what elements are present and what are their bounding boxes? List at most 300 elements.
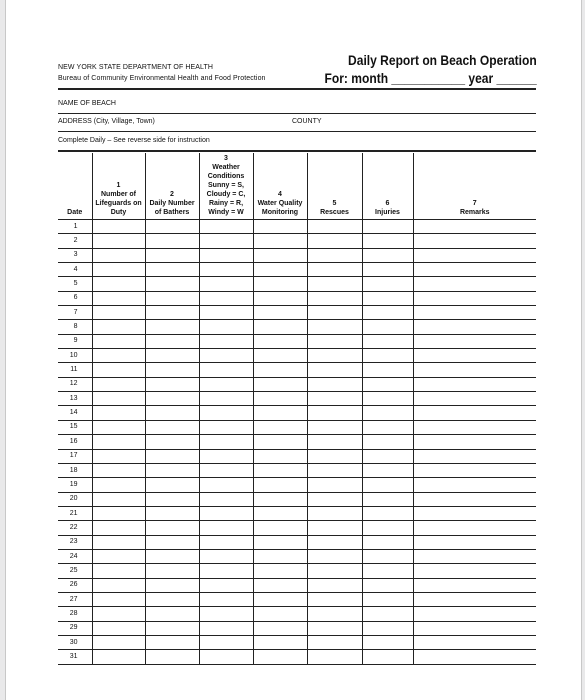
entry-cell[interactable] bbox=[413, 535, 536, 549]
entry-cell[interactable] bbox=[145, 535, 199, 549]
entry-cell[interactable] bbox=[199, 263, 253, 277]
date-cell: 3 bbox=[58, 248, 92, 262]
date-cell: 30 bbox=[58, 635, 92, 649]
table-row bbox=[58, 592, 536, 606]
entry-cell[interactable] bbox=[413, 435, 536, 449]
report-period: For: month ___________ year ______ bbox=[324, 70, 537, 86]
date-cell: 1 bbox=[58, 220, 92, 234]
entry-cell[interactable] bbox=[199, 506, 253, 520]
table-row bbox=[58, 420, 536, 434]
table-row bbox=[58, 406, 536, 420]
entry-cell[interactable] bbox=[307, 607, 362, 621]
entry-cell[interactable] bbox=[253, 635, 307, 649]
entry-cell[interactable] bbox=[253, 607, 307, 621]
date-cell: 23 bbox=[58, 535, 92, 549]
date-cell: 15 bbox=[58, 420, 92, 434]
entry-cell[interactable] bbox=[362, 377, 413, 391]
entry-cell[interactable] bbox=[92, 248, 145, 262]
date-cell: 9 bbox=[58, 334, 92, 348]
entry-cell[interactable] bbox=[92, 492, 145, 506]
column-header-date bbox=[58, 153, 92, 220]
table-row bbox=[58, 650, 536, 664]
name-of-beach-line[interactable] bbox=[58, 113, 536, 114]
entry-cell[interactable] bbox=[253, 506, 307, 520]
entry-cell[interactable] bbox=[253, 291, 307, 305]
entry-cell[interactable] bbox=[92, 377, 145, 391]
table-row bbox=[58, 377, 536, 391]
entry-cell[interactable] bbox=[307, 578, 362, 592]
entry-cell[interactable] bbox=[92, 435, 145, 449]
entry-cell[interactable] bbox=[413, 349, 536, 363]
column-label: Weather Conditions Sunny = S, Cloudy = C, Rainy = R, Windy = W bbox=[206, 164, 246, 216]
table-row bbox=[58, 635, 536, 649]
entry-cell[interactable] bbox=[145, 635, 199, 649]
entry-cell[interactable] bbox=[145, 521, 199, 535]
entry-cell[interactable] bbox=[253, 564, 307, 578]
entry-cell[interactable] bbox=[307, 320, 362, 334]
entry-cell[interactable] bbox=[413, 592, 536, 606]
entry-cell[interactable] bbox=[92, 506, 145, 520]
entry-cell[interactable] bbox=[145, 592, 199, 606]
column-label: Number of Lifeguards on Duty bbox=[95, 191, 142, 216]
name-of-beach-label: NAME OF BEACH bbox=[58, 100, 116, 107]
entry-cell[interactable] bbox=[253, 592, 307, 606]
table-row bbox=[58, 291, 536, 305]
entry-cell[interactable] bbox=[92, 521, 145, 535]
entry-cell[interactable] bbox=[199, 377, 253, 391]
entry-cell[interactable] bbox=[307, 220, 362, 234]
entry-cell[interactable] bbox=[145, 220, 199, 234]
entry-cell[interactable] bbox=[362, 263, 413, 277]
entry-cell[interactable] bbox=[199, 549, 253, 563]
date-cell: 21 bbox=[58, 506, 92, 520]
date-cell: 17 bbox=[58, 449, 92, 463]
entry-cell[interactable] bbox=[253, 492, 307, 506]
column-header-6 bbox=[362, 153, 413, 220]
entry-cell[interactable] bbox=[199, 349, 253, 363]
column-label: Daily Number of Bathers bbox=[149, 200, 195, 216]
entry-cell[interactable] bbox=[92, 564, 145, 578]
entry-cell[interactable] bbox=[199, 463, 253, 477]
entry-cell[interactable] bbox=[253, 535, 307, 549]
column-header-3 bbox=[199, 153, 253, 220]
entry-cell[interactable] bbox=[199, 320, 253, 334]
entry-cell[interactable] bbox=[92, 650, 145, 664]
entry-cell[interactable] bbox=[362, 592, 413, 606]
entry-cell[interactable] bbox=[145, 406, 199, 420]
entry-cell[interactable] bbox=[145, 564, 199, 578]
date-cell: 4 bbox=[58, 263, 92, 277]
entry-cell[interactable] bbox=[199, 478, 253, 492]
table-row bbox=[58, 349, 536, 363]
entry-cell[interactable] bbox=[307, 564, 362, 578]
entry-cell[interactable] bbox=[199, 220, 253, 234]
entry-cell[interactable] bbox=[307, 650, 362, 664]
entry-cell[interactable] bbox=[199, 248, 253, 262]
entry-cell[interactable] bbox=[362, 564, 413, 578]
entry-cell[interactable] bbox=[413, 392, 536, 406]
entry-cell[interactable] bbox=[145, 248, 199, 262]
date-cell: 7 bbox=[58, 306, 92, 320]
entry-cell[interactable] bbox=[307, 248, 362, 262]
entry-cell[interactable] bbox=[253, 578, 307, 592]
date-cell: 6 bbox=[58, 291, 92, 305]
entry-cell[interactable] bbox=[253, 463, 307, 477]
entry-cell[interactable] bbox=[92, 535, 145, 549]
entry-cell[interactable] bbox=[307, 449, 362, 463]
entry-cell[interactable] bbox=[145, 234, 199, 248]
daily-log-table bbox=[58, 153, 536, 665]
entry-cell[interactable] bbox=[92, 363, 145, 377]
entry-cell[interactable] bbox=[413, 420, 536, 434]
entry-cell[interactable] bbox=[362, 234, 413, 248]
entry-cell[interactable] bbox=[413, 506, 536, 520]
entry-cell[interactable] bbox=[199, 592, 253, 606]
entry-cell[interactable] bbox=[307, 334, 362, 348]
date-cell: 8 bbox=[58, 320, 92, 334]
entry-cell[interactable] bbox=[413, 564, 536, 578]
entry-cell[interactable] bbox=[253, 248, 307, 262]
entry-cell[interactable] bbox=[362, 635, 413, 649]
entry-cell[interactable] bbox=[362, 349, 413, 363]
entry-cell[interactable] bbox=[253, 277, 307, 291]
date-cell: 26 bbox=[58, 578, 92, 592]
entry-cell[interactable] bbox=[199, 635, 253, 649]
entry-cell[interactable] bbox=[253, 449, 307, 463]
entry-cell[interactable] bbox=[145, 320, 199, 334]
entry-cell[interactable] bbox=[362, 650, 413, 664]
table-row bbox=[58, 521, 536, 535]
entry-cell[interactable] bbox=[413, 263, 536, 277]
entry-cell[interactable] bbox=[92, 578, 145, 592]
entry-cell[interactable] bbox=[92, 263, 145, 277]
table-row bbox=[58, 506, 536, 520]
entry-cell[interactable] bbox=[145, 578, 199, 592]
department-header bbox=[58, 62, 266, 84]
entry-cell[interactable] bbox=[413, 635, 536, 649]
entry-cell[interactable] bbox=[145, 363, 199, 377]
entry-cell[interactable] bbox=[199, 306, 253, 320]
entry-cell[interactable] bbox=[92, 234, 145, 248]
table-row bbox=[58, 392, 536, 406]
entry-cell[interactable] bbox=[253, 521, 307, 535]
entry-cell[interactable] bbox=[362, 306, 413, 320]
entry-cell[interactable] bbox=[253, 363, 307, 377]
entry-cell[interactable] bbox=[307, 377, 362, 391]
column-header-5 bbox=[307, 153, 362, 220]
entry-cell[interactable] bbox=[413, 478, 536, 492]
table-row bbox=[58, 220, 536, 234]
entry-cell[interactable] bbox=[413, 607, 536, 621]
entry-cell[interactable] bbox=[362, 492, 413, 506]
entry-cell[interactable] bbox=[92, 291, 145, 305]
entry-cell[interactable] bbox=[92, 320, 145, 334]
entry-cell[interactable] bbox=[362, 220, 413, 234]
table-row bbox=[58, 463, 536, 477]
column-header-2 bbox=[145, 153, 199, 220]
entry-cell[interactable] bbox=[199, 449, 253, 463]
entry-cell[interactable] bbox=[199, 521, 253, 535]
entry-cell[interactable] bbox=[307, 535, 362, 549]
column-number: 4 bbox=[278, 191, 282, 198]
entry-cell[interactable] bbox=[307, 621, 362, 635]
entry-cell[interactable] bbox=[199, 406, 253, 420]
entry-cell[interactable] bbox=[362, 463, 413, 477]
entry-cell[interactable] bbox=[362, 406, 413, 420]
entry-cell[interactable] bbox=[253, 549, 307, 563]
entry-cell[interactable] bbox=[92, 392, 145, 406]
entry-cell[interactable] bbox=[362, 521, 413, 535]
date-cell: 27 bbox=[58, 592, 92, 606]
entry-cell[interactable] bbox=[199, 277, 253, 291]
entry-cell[interactable] bbox=[413, 248, 536, 262]
table-row bbox=[58, 435, 536, 449]
entry-cell[interactable] bbox=[307, 363, 362, 377]
address-line[interactable] bbox=[58, 131, 536, 132]
date-cell: 20 bbox=[58, 492, 92, 506]
entry-cell[interactable] bbox=[307, 521, 362, 535]
entry-cell[interactable] bbox=[92, 349, 145, 363]
entry-cell[interactable] bbox=[413, 406, 536, 420]
table-row bbox=[58, 248, 536, 262]
entry-cell[interactable] bbox=[145, 377, 199, 391]
instruction-text: Complete Daily – See reverse side for instruction bbox=[58, 137, 210, 144]
entry-cell[interactable] bbox=[92, 334, 145, 348]
entry-cell[interactable] bbox=[307, 277, 362, 291]
entry-cell[interactable] bbox=[92, 478, 145, 492]
entry-cell[interactable] bbox=[307, 306, 362, 320]
date-cell: 18 bbox=[58, 463, 92, 477]
table-row bbox=[58, 549, 536, 563]
entry-cell[interactable] bbox=[362, 363, 413, 377]
column-label: Remarks bbox=[459, 209, 490, 216]
entry-cell[interactable] bbox=[199, 535, 253, 549]
column-label: Date bbox=[67, 209, 83, 216]
entry-cell[interactable] bbox=[307, 435, 362, 449]
entry-cell[interactable] bbox=[253, 349, 307, 363]
entry-cell[interactable] bbox=[307, 234, 362, 248]
entry-cell[interactable] bbox=[362, 320, 413, 334]
entry-cell[interactable] bbox=[145, 420, 199, 434]
entry-cell[interactable] bbox=[199, 607, 253, 621]
entry-cell[interactable] bbox=[413, 578, 536, 592]
entry-cell[interactable] bbox=[413, 521, 536, 535]
entry-cell[interactable] bbox=[413, 220, 536, 234]
entry-cell[interactable] bbox=[199, 578, 253, 592]
entry-cell[interactable] bbox=[199, 492, 253, 506]
entry-cell[interactable] bbox=[92, 463, 145, 477]
report-title-block bbox=[325, 51, 537, 87]
entry-cell[interactable] bbox=[145, 549, 199, 563]
entry-cell[interactable] bbox=[253, 621, 307, 635]
entry-cell[interactable] bbox=[362, 535, 413, 549]
entry-cell[interactable] bbox=[307, 506, 362, 520]
entry-cell[interactable] bbox=[253, 320, 307, 334]
column-header-1 bbox=[92, 153, 145, 220]
entry-cell[interactable] bbox=[362, 549, 413, 563]
entry-cell[interactable] bbox=[307, 349, 362, 363]
entry-cell[interactable] bbox=[145, 650, 199, 664]
entry-cell[interactable] bbox=[413, 463, 536, 477]
table-row bbox=[58, 564, 536, 578]
entry-cell[interactable] bbox=[362, 506, 413, 520]
entry-cell[interactable] bbox=[253, 478, 307, 492]
entry-cell[interactable] bbox=[92, 635, 145, 649]
entry-cell[interactable] bbox=[199, 392, 253, 406]
entry-cell[interactable] bbox=[362, 420, 413, 434]
entry-cell[interactable] bbox=[413, 621, 536, 635]
entry-cell[interactable] bbox=[145, 449, 199, 463]
entry-cell[interactable] bbox=[307, 392, 362, 406]
table-body bbox=[58, 220, 536, 665]
entry-cell[interactable] bbox=[145, 492, 199, 506]
column-label: Rescues bbox=[320, 209, 349, 216]
department-name: NEW YORK STATE DEPARTMENT OF HEALTH bbox=[58, 64, 214, 71]
entry-cell[interactable] bbox=[307, 549, 362, 563]
entry-cell[interactable] bbox=[199, 621, 253, 635]
entry-cell[interactable] bbox=[362, 621, 413, 635]
entry-cell[interactable] bbox=[92, 306, 145, 320]
entry-cell[interactable] bbox=[362, 435, 413, 449]
entry-cell[interactable] bbox=[253, 334, 307, 348]
entry-cell[interactable] bbox=[307, 420, 362, 434]
entry-cell[interactable] bbox=[145, 621, 199, 635]
entry-cell[interactable] bbox=[307, 406, 362, 420]
entry-cell[interactable] bbox=[145, 478, 199, 492]
entry-cell[interactable] bbox=[253, 392, 307, 406]
column-number: 1 bbox=[116, 182, 121, 189]
entry-cell[interactable] bbox=[199, 650, 253, 664]
county-label: COUNTY bbox=[292, 118, 322, 125]
column-number: 6 bbox=[385, 200, 390, 207]
entry-cell[interactable] bbox=[145, 306, 199, 320]
entry-cell[interactable] bbox=[145, 291, 199, 305]
date-cell: 24 bbox=[58, 549, 92, 563]
date-cell: 5 bbox=[58, 277, 92, 291]
entry-cell[interactable] bbox=[362, 449, 413, 463]
entry-cell[interactable] bbox=[362, 607, 413, 621]
entry-cell[interactable] bbox=[362, 248, 413, 262]
entry-cell[interactable] bbox=[92, 449, 145, 463]
entry-cell[interactable] bbox=[199, 564, 253, 578]
column-header-7 bbox=[413, 153, 536, 220]
entry-cell[interactable] bbox=[145, 506, 199, 520]
entry-cell[interactable] bbox=[199, 435, 253, 449]
entry-cell[interactable] bbox=[145, 277, 199, 291]
entry-cell[interactable] bbox=[413, 377, 536, 391]
table-row bbox=[58, 578, 536, 592]
table-row bbox=[58, 621, 536, 635]
entry-cell[interactable] bbox=[92, 549, 145, 563]
entry-cell[interactable] bbox=[413, 492, 536, 506]
entry-cell[interactable] bbox=[253, 435, 307, 449]
entry-cell[interactable] bbox=[199, 420, 253, 434]
entry-cell[interactable] bbox=[145, 349, 199, 363]
column-number: 2 bbox=[170, 191, 174, 198]
date-cell: 31 bbox=[58, 650, 92, 664]
column-label: Water Quality Monitoring bbox=[257, 200, 303, 216]
table-row bbox=[58, 320, 536, 334]
entry-cell[interactable] bbox=[362, 478, 413, 492]
entry-cell[interactable] bbox=[362, 277, 413, 291]
entry-cell[interactable] bbox=[413, 334, 536, 348]
table-row bbox=[58, 277, 536, 291]
entry-cell[interactable] bbox=[253, 420, 307, 434]
entry-cell[interactable] bbox=[253, 377, 307, 391]
date-cell: 22 bbox=[58, 521, 92, 535]
entry-cell[interactable] bbox=[199, 334, 253, 348]
entry-cell[interactable] bbox=[307, 592, 362, 606]
entry-cell[interactable] bbox=[145, 334, 199, 348]
entry-cell[interactable] bbox=[413, 291, 536, 305]
entry-cell[interactable] bbox=[253, 406, 307, 420]
entry-cell[interactable] bbox=[199, 291, 253, 305]
entry-cell[interactable] bbox=[413, 320, 536, 334]
entry-cell[interactable] bbox=[413, 234, 536, 248]
entry-cell[interactable] bbox=[145, 607, 199, 621]
entry-cell[interactable] bbox=[199, 363, 253, 377]
entry-cell[interactable] bbox=[92, 406, 145, 420]
entry-cell[interactable] bbox=[413, 650, 536, 664]
entry-cell[interactable] bbox=[145, 435, 199, 449]
entry-cell[interactable] bbox=[307, 463, 362, 477]
entry-cell[interactable] bbox=[362, 578, 413, 592]
instruction-rule bbox=[58, 150, 536, 152]
entry-cell[interactable] bbox=[145, 392, 199, 406]
entry-cell[interactable] bbox=[362, 334, 413, 348]
bureau-name: Bureau of Community Environmental Health and Food Protection bbox=[58, 75, 266, 82]
column-label: Injuries bbox=[375, 209, 400, 216]
column-number: 7 bbox=[472, 200, 477, 207]
entry-cell[interactable] bbox=[253, 234, 307, 248]
entry-cell[interactable] bbox=[92, 420, 145, 434]
report-title: Daily Report on Beach Operation bbox=[348, 52, 537, 68]
entry-cell[interactable] bbox=[413, 549, 536, 563]
entry-cell[interactable] bbox=[253, 650, 307, 664]
entry-cell[interactable] bbox=[307, 478, 362, 492]
entry-cell[interactable] bbox=[362, 392, 413, 406]
entry-cell[interactable] bbox=[362, 291, 413, 305]
entry-cell[interactable] bbox=[253, 306, 307, 320]
entry-cell[interactable] bbox=[413, 277, 536, 291]
table-row bbox=[58, 234, 536, 248]
entry-cell[interactable] bbox=[145, 263, 199, 277]
entry-cell[interactable] bbox=[92, 621, 145, 635]
date-cell: 12 bbox=[58, 377, 92, 391]
entry-cell[interactable] bbox=[307, 635, 362, 649]
entry-cell[interactable] bbox=[92, 277, 145, 291]
entry-cell[interactable] bbox=[253, 220, 307, 234]
date-cell: 14 bbox=[58, 406, 92, 420]
entry-cell[interactable] bbox=[253, 263, 307, 277]
date-cell: 28 bbox=[58, 607, 92, 621]
table-row bbox=[58, 306, 536, 320]
entry-cell[interactable] bbox=[307, 291, 362, 305]
entry-cell[interactable] bbox=[92, 592, 145, 606]
entry-cell[interactable] bbox=[92, 607, 145, 621]
date-cell: 25 bbox=[58, 564, 92, 578]
entry-cell[interactable] bbox=[413, 449, 536, 463]
entry-cell[interactable] bbox=[307, 263, 362, 277]
entry-cell[interactable] bbox=[92, 220, 145, 234]
entry-cell[interactable] bbox=[307, 492, 362, 506]
date-cell: 10 bbox=[58, 349, 92, 363]
entry-cell[interactable] bbox=[413, 306, 536, 320]
entry-cell[interactable] bbox=[199, 234, 253, 248]
entry-cell[interactable] bbox=[413, 363, 536, 377]
entry-cell[interactable] bbox=[145, 463, 199, 477]
date-cell: 2 bbox=[58, 234, 92, 248]
